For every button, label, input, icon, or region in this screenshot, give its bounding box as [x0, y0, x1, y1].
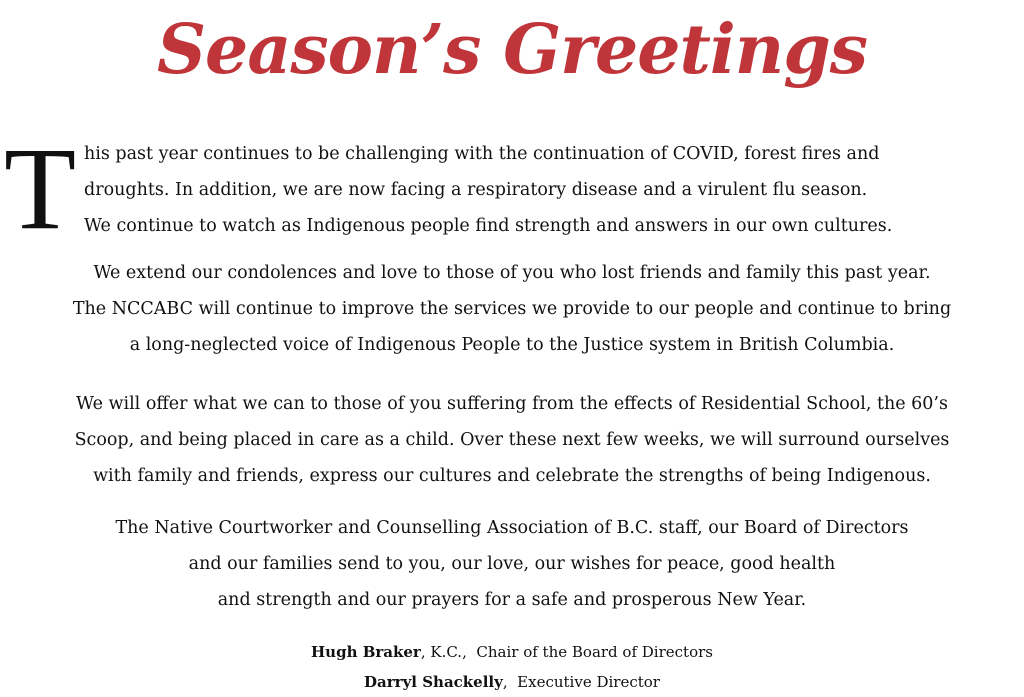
- paragraph-line: and our families send to you, our love, our wishes for peace, good health: [188, 554, 836, 574]
- paragraph-line: a long-neglected voice of Indigenous People to the Justice system in British Columbia.: [129, 335, 895, 355]
- intro-line: his past year continues to be challenging with the continuation of COVID, forest fires and: [84, 144, 880, 164]
- paragraph-line: Scoop, and being placed in care as a child. Over these next few weeks, we will surround ourselves: [74, 430, 950, 450]
- paragraph-line: We extend our condolences and love to those of you who lost friends and family this past year.: [93, 263, 931, 283]
- paragraph-line: and strength and our prayers for a safe and prosperous New Year.: [217, 590, 807, 610]
- signature-role: Chair of the Board of Directors: [476, 643, 713, 661]
- signature-suffix: , K.C.,: [420, 643, 467, 661]
- support-paragraph: [0, 386, 1024, 494]
- signature-name: Hugh Braker: [311, 643, 421, 661]
- signature-role: Executive Director: [517, 673, 660, 691]
- intro-paragraph: [0, 123, 1024, 254]
- paragraph-line: We will offer what we can to those of you suffering from the effects of Residential School, the 60’s: [76, 394, 948, 414]
- paragraph-line: The NCCABC will continue to improve the services we provide to our people and continue to bring: [72, 299, 952, 319]
- intro-line: We continue to watch as Indigenous people find strength and answers in our own cultures.: [84, 216, 893, 236]
- signature-name: Darryl Shackelly: [364, 673, 503, 691]
- paragraph-line: with family and friends, express our cultures and celebrate the strengths of being Indigenous.: [93, 466, 931, 486]
- intro-line: droughts. In addition, we are now facing a respiratory disease and a virulent flu season.: [84, 180, 868, 200]
- paragraph-line: The Native Courtworker and Counselling Association of B.C. staff, our Board of Directors: [115, 518, 909, 538]
- signature-executive: [0, 667, 1024, 697]
- drop-cap: T: [4, 123, 77, 254]
- signature-suffix: ,: [502, 673, 508, 691]
- condolences-paragraph: [0, 255, 1024, 363]
- page-title: Season’s Greetings: [156, 10, 868, 90]
- signature-chair: [0, 637, 1024, 667]
- wishes-paragraph: [0, 510, 1024, 618]
